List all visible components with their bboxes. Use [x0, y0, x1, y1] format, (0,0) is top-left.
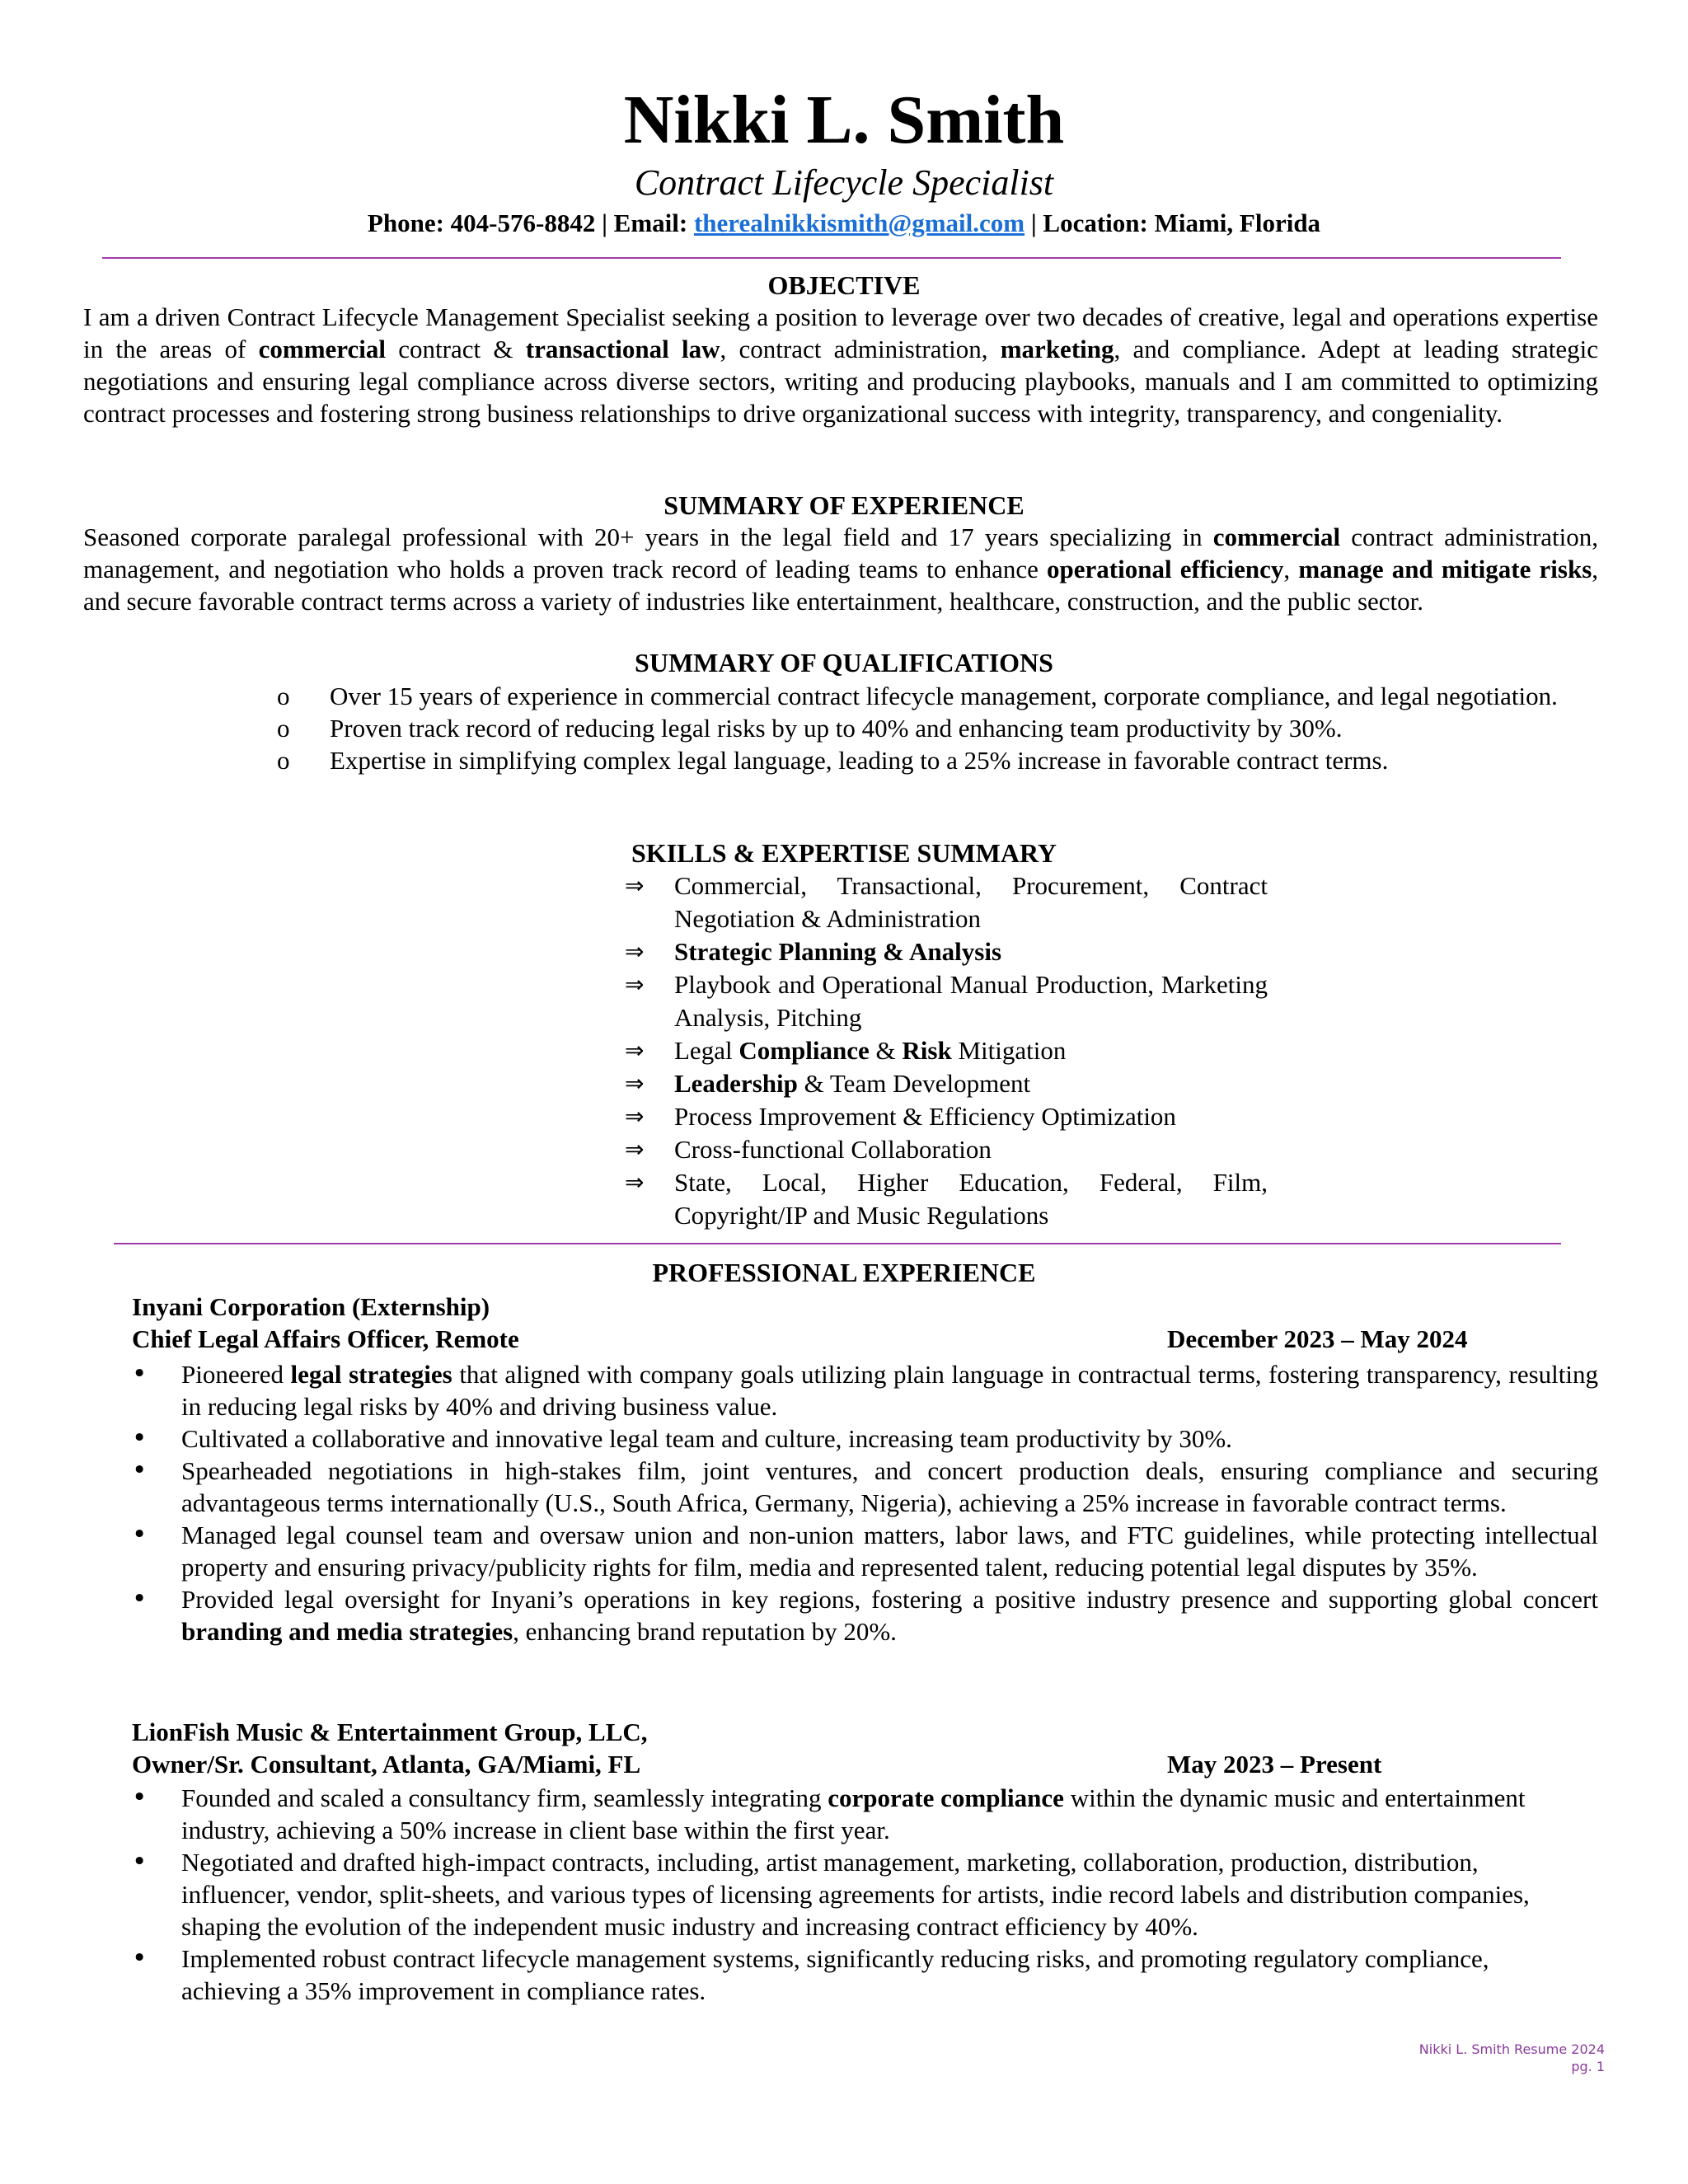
bullet-icon: • — [132, 1783, 148, 1812]
double-arrow-icon: ⇒ — [625, 1037, 645, 1064]
bullet-icon: • — [132, 1423, 148, 1453]
double-arrow-icon: ⇒ — [625, 1169, 645, 1196]
candidate-name: Nikki L. Smith — [623, 82, 1065, 158]
job2-bullets — [132, 1782, 1550, 2007]
page-footer — [1419, 2041, 1605, 2075]
summary-heading: SUMMARY OF EXPERIENCE — [663, 490, 1025, 520]
list-item: ⇒ Strategic Planning & Analysis — [625, 935, 1268, 968]
bullet-icon: • — [132, 1943, 148, 1973]
job2-role: Owner/Sr. Consultant, Atlanta, GA/Miami, FL — [132, 1750, 641, 1779]
list-item: ⇒ Leadership & Team Development — [625, 1067, 1268, 1100]
footer-title: Nikki L. Smith Resume 2024 — [1418, 2041, 1605, 2057]
circle-bullet-icon: o — [277, 746, 290, 775]
double-arrow-icon: ⇒ — [625, 1136, 645, 1163]
job1-dates: December 2023 – May 2024 — [1167, 1324, 1468, 1353]
double-arrow-icon: ⇒ — [625, 1070, 645, 1097]
bullet-icon: • — [132, 1584, 148, 1614]
circle-bullet-icon: o — [277, 682, 290, 710]
list-item: o Expertise in simplifying complex legal language, leading to a 25% increase in favorable contract terms. — [277, 746, 1389, 775]
list-item: • Founded and scaled a consultancy firm, seamlessly integrating corporate compliance within the dynamic music and entertainment industry, achieving a 50% increase in client base within the first year. — [132, 1783, 1526, 1844]
summary-text: Seasoned corporate paralegal professional with 20+ years in the legal field and 17 years specializing in commercial contract administration, management, and negotiation who holds a proven track record of leading teams to enhance operational efficiency, manage and mitigate risks, and secure favorable contract terms across a variety of industries like entertainment, healthcare, construction, and the public sector. — [83, 523, 1599, 616]
list-item: o Over 15 years of experience in commercial contract lifecycle management, corporate compliance, and legal negotiation. — [277, 682, 1558, 710]
job2-dates: May 2023 – Present — [1167, 1750, 1382, 1779]
qualifications-list — [277, 680, 1598, 776]
list-item: ⇒ Process Improvement & Efficiency Optimization — [625, 1100, 1268, 1133]
list-item: • Managed legal counsel team and oversaw union and non-union matters, labor laws, and FTC guidelines, while protecting intellectual property and ensuring privacy/publicity rights for film, media and represented talent, reducing potential legal disputes by 35%. — [132, 1520, 1598, 1582]
contact-phone: Phone: 404-576-8842 | Email: — [367, 209, 694, 237]
job1-role: Chief Legal Affairs Officer, Remote — [132, 1324, 519, 1353]
bullet-icon: • — [132, 1455, 148, 1485]
job1-bullets — [132, 1358, 1598, 1647]
candidate-title: Contract Lifecycle Specialist — [634, 162, 1054, 203]
double-arrow-icon: ⇒ — [625, 872, 645, 899]
list-item: ⇒ Legal Compliance & Risk Mitigation — [625, 1034, 1268, 1067]
double-arrow-icon: ⇒ — [625, 971, 645, 998]
skills-list — [625, 869, 1268, 1232]
job1-company: Inyani Corporation (Externship) — [132, 1292, 490, 1321]
experience-divider — [114, 1243, 1561, 1244]
contact-line — [0, 208, 1688, 238]
page-number: pg. 1 — [1571, 2059, 1605, 2074]
objective-text: I am a driven Contract Lifecycle Management Specialist seeking a position to leverage over two decades of creative, legal and operations expertise in the areas of commercial contract & transactional law, contract administration, marketing, and compliance. Adept at leading strategic negotiations and ensuring legal compliance across diverse sectors, writing and producing playbooks, manuals and I am committed to optimizing contract processes and fostering strong business relationships to drive organizational success with integrity, transparency, and congeniality. — [83, 302, 1598, 428]
bullet-icon: • — [132, 1520, 148, 1549]
header-divider — [102, 257, 1561, 259]
bullet-icon: • — [132, 1359, 148, 1389]
list-item: • Negotiated and drafted high-impact contracts, including, artist management, marketing, collaboration, production, distribution, influencer, vendor, split-sheets, and various types of licensing agreements for artists, indie record labels and distribution companies, shaping the evolution of the independent music industry and increasing contract efficiency by 40%. — [132, 1847, 1530, 1941]
list-item: ⇒ State, Local, Higher Education, Federal, Film, Copyright/IP and Music Regulations — [625, 1168, 1268, 1230]
list-item: • Pioneered legal strategies that aligned with company goals utilizing plain language in contractual terms, fostering transparency, resulting in reducing legal risks by 40% and driving business value. — [132, 1359, 1598, 1421]
qualifications-heading: SUMMARY OF QUALIFICATIONS — [635, 648, 1053, 677]
email-link[interactable]: therealnikkismith@gmail.com — [693, 209, 1025, 237]
objective-heading: OBJECTIVE — [767, 270, 921, 300]
list-item: ⇒ Cross-functional Collaboration — [625, 1133, 1268, 1166]
list-item: • Implemented robust contract lifecycle management systems, significantly reducing risks, and promoting regulatory compliance, achieving a 35% improvement in compliance rates. — [132, 1943, 1489, 2005]
bullet-icon: • — [132, 1847, 148, 1877]
skills-heading: SKILLS & EXPERTISE SUMMARY — [631, 838, 1057, 868]
contact-location: | Location: Miami, Florida — [1025, 209, 1321, 237]
experience-heading: PROFESSIONAL EXPERIENCE — [652, 1258, 1036, 1287]
list-item: ⇒ Playbook and Operational Manual Production, Marketing Analysis, Pitching — [625, 970, 1268, 1032]
job2-company: LionFish Music & Entertainment Group, LLC, — [132, 1718, 648, 1746]
list-item: o Proven track record of reducing legal risks by up to 40% and enhancing team productivity by 30%. — [277, 714, 1343, 743]
circle-bullet-icon: o — [277, 714, 290, 743]
list-item: ⇒ Commercial, Transactional, Procurement, Contract Negotiation & Administration — [625, 871, 1268, 933]
list-item: • Cultivated a collaborative and innovative legal team and culture, increasing team productivity by 30%. — [132, 1423, 1232, 1453]
double-arrow-icon: ⇒ — [625, 938, 645, 965]
list-item: • Provided legal oversight for Inyani’s operations in key regions, fostering a positive industry presence and supporting global concert branding and media strategies, enhancing brand reputation by 20%. — [132, 1584, 1598, 1646]
list-item: • Spearheaded negotiations in high-stakes film, joint ventures, and concert production deals, ensuring compliance and securing advantageous terms internationally (U.S., South Africa, Germany, Nigeria), achieving a 25% increase in favorable contract terms. — [132, 1455, 1598, 1517]
double-arrow-icon: ⇒ — [625, 1103, 645, 1130]
